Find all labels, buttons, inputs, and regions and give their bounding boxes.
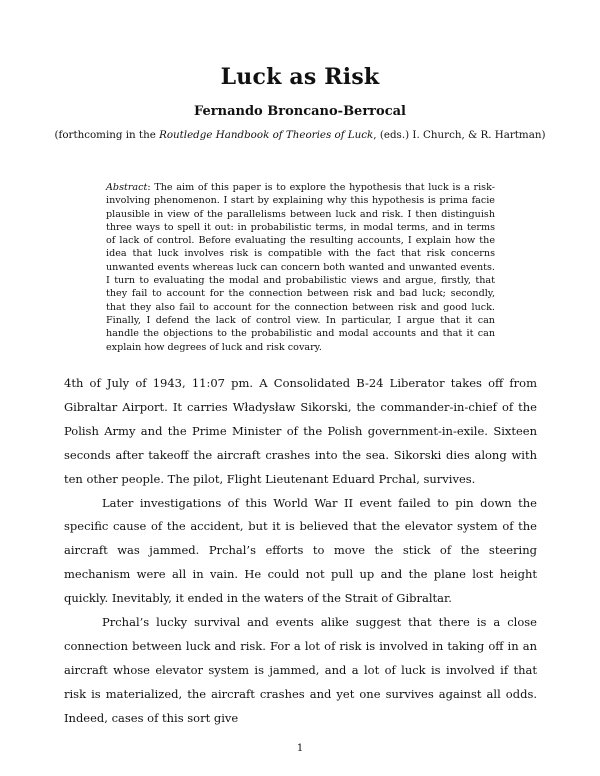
paper-title: Luck as Risk	[220, 64, 380, 90]
author-name: Fernando Broncano-Berrocal	[194, 104, 406, 119]
paragraph: Later investigations of this World War II event failed to pin down the specific cause of the accident, but it is believed that the elevator system of the aircraft was jammed. Prchal’s efforts to move the stick of the steering mechanism were all in vain. He could not pull up and the plane lost height quickly. Inevitably, it ended in the waters of the Strait of Gibraltar.	[64, 495, 537, 606]
abstract-label: Abstract	[106, 182, 148, 193]
publication-book-title: Routledge Handbook of Theories of Luck	[159, 129, 374, 141]
page-number: 1	[296, 743, 304, 754]
paragraph: 4th of July of 1943, 11:07 pm. A Consolidated B-24 Liberator takes off from Gibraltar Airport. It carries Władysław Sikorski, the commander-in-chief of the Polish Army and the Prime Minister of the Polish government-in-exile. Sixteen seconds after takeoff the aircraft crashes into the sea. Sikorski dies along with ten other people. The pilot, Flight Lieutenant Eduard Prchal, survives.	[64, 376, 537, 486]
publication-note	[0, 129, 600, 141]
paragraph: Prchal’s lucky survival and events alike suggest that there is a close connection between luck and risk. For a lot of risk is involved in taking off in an aircraft whose elevator system is jammed, and a lot of luck is involved if that risk is materialized, the aircraft crashes and yet one survives against all odds. Indeed, cases of this sort give	[64, 615, 537, 725]
body-text	[64, 372, 537, 731]
publication-note-suffix: , (eds.) I. Church, & R. Hartman)	[373, 129, 546, 141]
abstract-text: : The aim of this paper is to explore the hypothesis that luck is a risk-involving phenomenon. I start by explaining why this hypothesis is prima facie plausible in view of the parallelisms between luck and risk. I then distinguish three ways to spell it out: in probabilistic terms, in modal terms, and in terms of lack of control. Before evaluating the resulting accounts, I explain how the idea that luck involves risk is compatible with the fact that risk concerns unwanted events whereas luck can concern both wanted and unwanted events. I turn to evaluating the modal and probabilistic views and argue, firstly, that they fail to account for the connection between risk and bad luck; secondly, that they also fail to account for the connection between risk and good luck. Finally, I defend the lack of control view. In particular, I argue that it can handle the objections to the probabilistic and modal accounts and that it can explain how degrees of luck and risk covary.	[106, 182, 495, 353]
publication-note-prefix: (forthcoming in the	[54, 129, 160, 141]
abstract	[106, 181, 495, 354]
